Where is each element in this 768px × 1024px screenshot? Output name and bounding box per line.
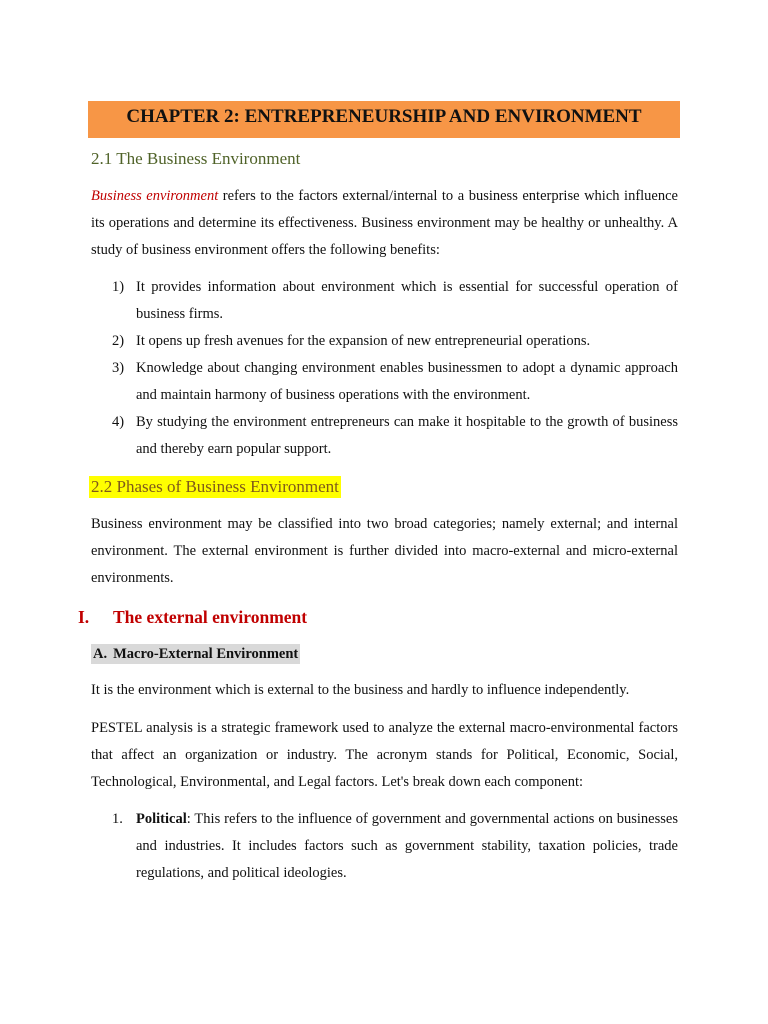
external-environment-heading <box>78 605 307 629</box>
roman-numeral: I. <box>78 607 90 627</box>
macro-letter: A. <box>93 646 108 662</box>
factor-name: Political <box>136 811 187 827</box>
list-number: 4) <box>112 414 125 430</box>
list-item <box>112 328 678 355</box>
list-item <box>112 355 678 409</box>
list-number: 3) <box>112 360 125 376</box>
list-item <box>112 409 678 463</box>
factor-text: : This refers to the influence of government and governmental actions on businesses and industries. It includes factors such as government stability, taxation policies, trade regulations, and political ideologies. <box>136 811 678 881</box>
phases-paragraph: Business environment may be classified into two broad categories; namely external; and internal environment. The external environment is further divided into macro-external and micro-external environments. <box>91 516 678 586</box>
list-item <box>112 806 678 887</box>
pestel-factors-list <box>112 806 678 887</box>
macro-heading-text: Macro-External Environment <box>113 646 299 662</box>
macro-description: It is the environment which is external to the business and hardly to influence independently. <box>91 682 630 698</box>
list-item-text: It provides information about environment which is essential for successful operation of business firms. <box>136 279 678 322</box>
intro-paragraph <box>91 183 678 264</box>
macro-external-heading <box>91 644 300 664</box>
term-business-environment: Business environment <box>91 188 219 204</box>
list-item <box>112 274 678 328</box>
benefits-list <box>112 274 678 463</box>
list-item-text: It opens up fresh avenues for the expansion of new entrepreneurial operations. <box>136 333 591 349</box>
list-number: 2) <box>112 333 125 349</box>
chapter-title: CHAPTER 2: ENTREPRENEURSHIP AND ENVIRONMENT <box>88 101 680 138</box>
section-heading-2-2: 2.2 Phases of Business Environment <box>91 477 339 496</box>
section-heading-2-1: 2.1 The Business Environment <box>91 149 301 168</box>
pestel-paragraph: PESTEL analysis is a strategic framework used to analyze the external macro-environmental factors that affect an organization or industry. The acronym stands for Political, Economic, Social, Technological, Environmental, and Legal factors. Let's break down each component: <box>91 720 678 790</box>
intro-text: refers to the factors external/internal to a business enterprise which influence its operations and determine its effectiveness. Business environment may be healthy or unhealthy. A study of business environment offers the following benefits: <box>91 188 678 258</box>
list-item-text: By studying the environment entrepreneurs can make it hospitable to the growth of business and thereby earn popular support. <box>136 414 678 457</box>
list-number: 1. <box>112 811 123 827</box>
list-item-text: Knowledge about changing environment enables businessmen to adopt a dynamic approach and maintain harmony of business operations with the environment. <box>136 360 678 403</box>
list-number: 1) <box>112 279 125 295</box>
external-heading-text: The external environment <box>113 607 308 627</box>
